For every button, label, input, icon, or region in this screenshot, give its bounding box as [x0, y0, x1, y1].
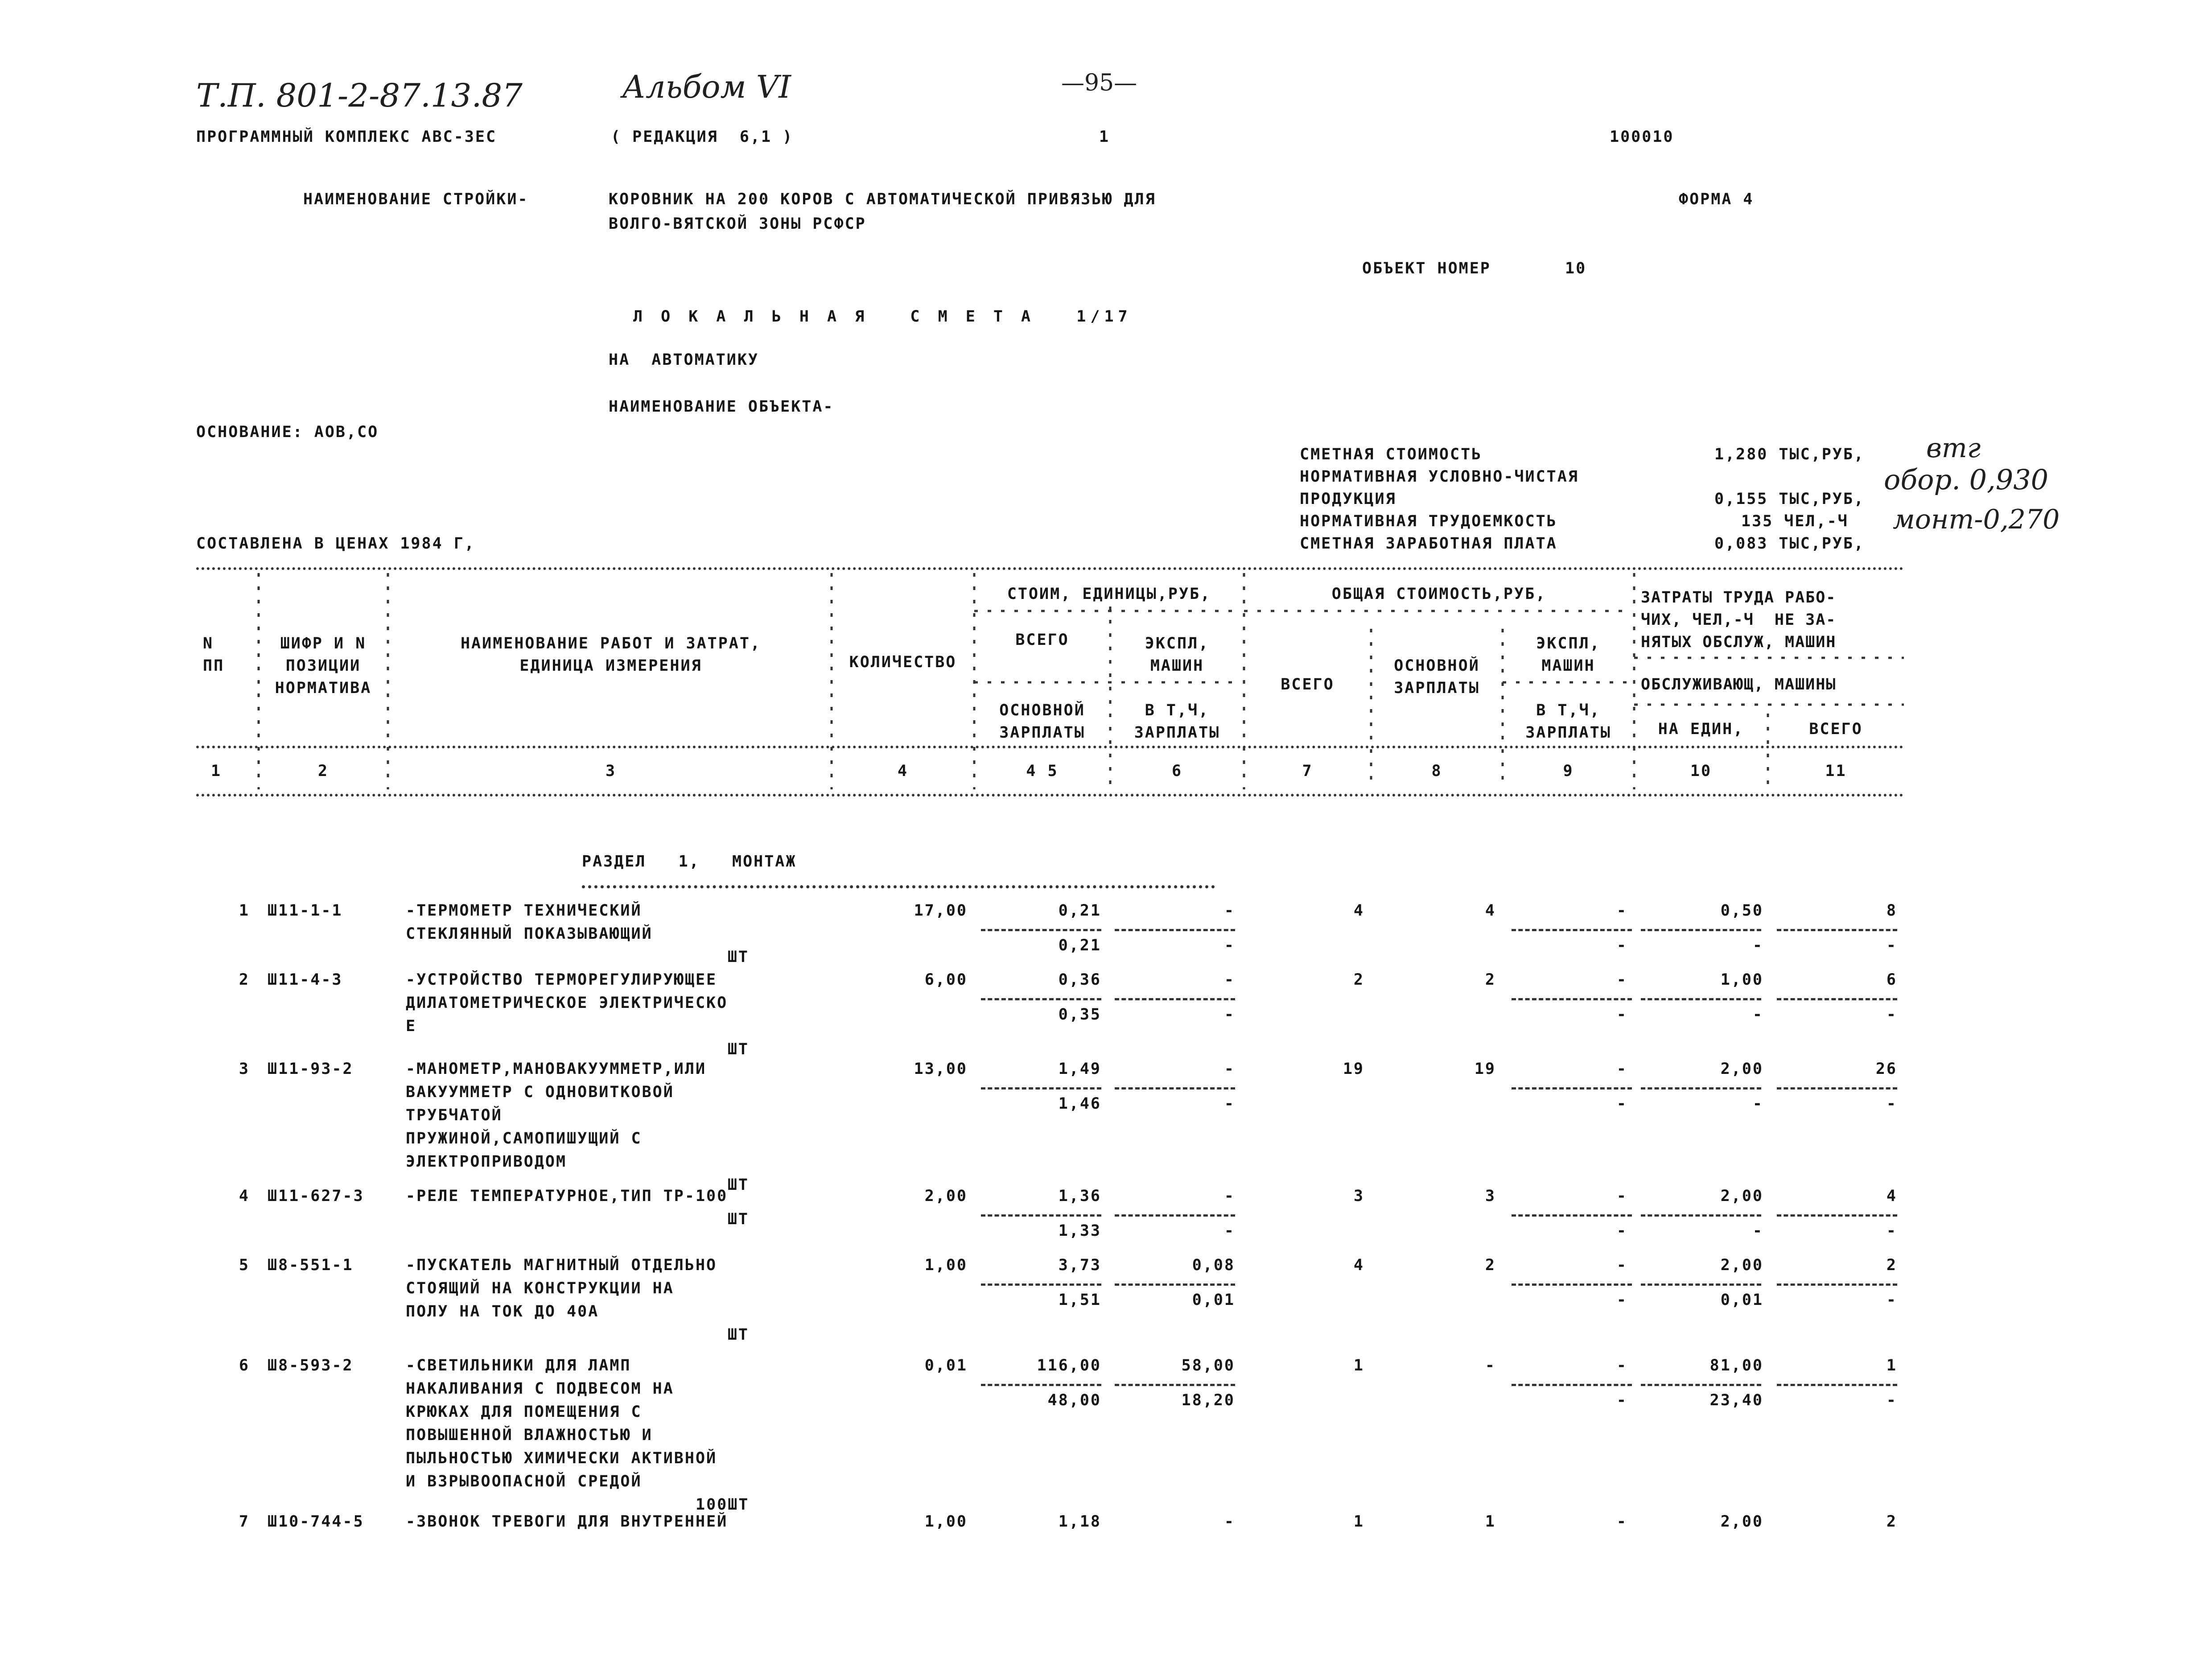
- program-name: ПРОГРАММНЫЙ КОМПЛЕКС АВС-3ЕС: [196, 128, 497, 146]
- sheet-page: 1: [1099, 128, 1110, 146]
- row-total-pay: -: [1616, 1222, 1627, 1240]
- subtotal-divider: [1641, 1087, 1761, 1089]
- row-name: ВАКУУММЕТР С ОДНОВИТКОВОЙ: [406, 1083, 674, 1101]
- row-labor-machine-unit: 23,40: [1709, 1391, 1763, 1409]
- row-code: Ш8-593-2: [268, 1357, 354, 1374]
- object-number: 10: [1565, 260, 1587, 277]
- row-code: Ш11-627-3: [268, 1187, 364, 1205]
- subtotal-divider: [981, 1283, 1101, 1286]
- doc-code-handwritten: Т.П. 801-2-87.13.87: [196, 77, 523, 114]
- row-labor-total: 4: [1886, 1187, 1897, 1205]
- col-number: 9: [1563, 762, 1574, 780]
- row-unit-total: 1,36: [1058, 1187, 1101, 1205]
- object-label: ОБЪЕКТ НОМЕР: [1362, 260, 1491, 277]
- row-total-expl: -: [1616, 1513, 1627, 1531]
- row-unit-expl: 58,00: [1181, 1357, 1235, 1374]
- row-number: 4: [239, 1187, 250, 1205]
- summary-value: 1,280 ТЫС,РУБ,: [1714, 446, 1865, 463]
- col-inclpay-header: В Т,Ч, ЗАРПЛАТЫ: [1525, 702, 1611, 742]
- row-total-pay: -: [1616, 1291, 1627, 1309]
- summary-label: НОРМАТИВНАЯ УСЛОВНО-ЧИСТАЯ: [1300, 468, 1579, 486]
- doc-code: 100010: [1610, 128, 1674, 146]
- row-unit-pay: 48,00: [1047, 1391, 1101, 1409]
- col-per-unit-header: НА ЕДИН,: [1658, 720, 1744, 738]
- row-unit-pay-incl: -: [1224, 1095, 1235, 1113]
- row-unit-total: 3,73: [1058, 1256, 1101, 1274]
- col-totalcost-header: ОБЩАЯ СТОИМОСТЬ,РУБ,: [1331, 585, 1547, 603]
- price-level: СОСТАВЛЕНА В ЦЕНАХ 1984 Г,: [196, 535, 475, 553]
- row-unit-pay: 0,21: [1058, 937, 1101, 954]
- row-code: Ш11-1-1: [268, 902, 343, 920]
- subtotal-divider: [1641, 1384, 1761, 1386]
- col-n-header: N ПП: [203, 635, 225, 675]
- row-total-main: 1: [1485, 1513, 1496, 1531]
- row-total-main: 3: [1485, 1187, 1496, 1205]
- col-number: 4: [897, 762, 909, 780]
- row-labor-total: 8: [1886, 902, 1897, 920]
- summary-value: 135 ЧЕЛ,-Ч: [1741, 512, 1849, 530]
- row-total-main: 4: [1485, 902, 1496, 920]
- row-unit-total: 0,21: [1058, 902, 1101, 920]
- row-unit-total: 116,00: [1037, 1357, 1101, 1374]
- row-labor-unit: 1,00: [1720, 971, 1763, 989]
- subtotal-divider: [1512, 929, 1632, 931]
- row-qty: 1,00: [924, 1513, 968, 1531]
- subtotal-divider: [1641, 1283, 1761, 1286]
- col-unitcost-header: СТОИМ, ЕДИНИЦЫ,РУБ,: [1007, 585, 1211, 603]
- object-name-label: НАИМЕНОВАНИЕ ОБЪЕКТА-: [609, 398, 834, 416]
- row-unit-pay-incl: -: [1224, 1006, 1235, 1023]
- col-mainpay-header: ОСНОВНОЙ ЗАРПЛАТЫ: [1394, 657, 1480, 697]
- row-unit: ШТ: [727, 1040, 749, 1058]
- summary-value: 0,155 ТЫС,РУБ,: [1714, 490, 1865, 508]
- subtotal-divider: [1115, 1214, 1235, 1217]
- row-total-pay: -: [1616, 1006, 1627, 1023]
- summary-label: ПРОДУКЦИЯ: [1300, 490, 1396, 508]
- row-labor-total: 1: [1886, 1357, 1897, 1374]
- row-labor-unit: 0,50: [1720, 902, 1763, 920]
- note-installation: монт-0,270: [1893, 504, 2060, 535]
- col-all-header: ВСЕГО: [1281, 676, 1335, 693]
- row-labor-unit: 2,00: [1720, 1187, 1763, 1205]
- col-number: 8: [1431, 762, 1442, 780]
- row-unit-total: 1,18: [1058, 1513, 1101, 1531]
- subtotal-divider: [1777, 1283, 1897, 1286]
- summary-value: 0,083 ТЫС,РУБ,: [1714, 535, 1865, 553]
- row-qty: 1,00: [924, 1256, 968, 1274]
- row-total-main: 2: [1485, 971, 1496, 989]
- row-code: Ш8-551-1: [268, 1256, 354, 1274]
- col-labor-machines-header: ОБСЛУЖИВАЮЩ, МАШИНЫ: [1641, 676, 1837, 693]
- col-number: 3: [605, 762, 617, 780]
- row-unit-pay-incl: -: [1224, 1222, 1235, 1240]
- row-name: НАКАЛИВАНИЯ С ПОДВЕСОМ НА: [406, 1380, 674, 1398]
- row-qty: 13,00: [914, 1060, 968, 1078]
- row-code: Ш11-4-3: [268, 971, 343, 989]
- row-labor-unit: 2,00: [1720, 1513, 1763, 1531]
- row-name: ПОЛУ НА ТОК ДО 40А: [406, 1303, 599, 1321]
- album-handwritten: Альбом VI: [622, 69, 791, 105]
- row-labor-unit: 2,00: [1720, 1060, 1763, 1078]
- subtotal-divider: [1115, 1087, 1235, 1089]
- col-unit-expl-header: ЭКСПЛ, МАШИН: [1145, 635, 1210, 675]
- note-vtg: втг: [1926, 433, 1981, 464]
- construction-name-2: ВОЛГО-ВЯТСКОЙ ЗОНЫ РСФСР: [609, 215, 866, 233]
- col-qty-header: КОЛИЧЕСТВО: [849, 653, 957, 671]
- col-number: 6: [1171, 762, 1183, 780]
- row-unit-pay: 1,51: [1058, 1291, 1101, 1309]
- row-number: 5: [239, 1256, 250, 1274]
- row-labor-machine-unit: -: [1752, 1095, 1763, 1113]
- row-code: Ш11-93-2: [268, 1060, 354, 1078]
- row-unit-pay-incl: -: [1224, 937, 1235, 954]
- row-name: -СВЕТИЛЬНИКИ ДЛЯ ЛАМП: [406, 1357, 631, 1374]
- row-number: 7: [239, 1513, 250, 1531]
- row-number: 1: [239, 902, 250, 920]
- row-labor-machine-total: -: [1886, 1222, 1897, 1240]
- subtotal-divider: [981, 1087, 1101, 1089]
- row-number: 3: [239, 1060, 250, 1078]
- row-labor-machine-total: -: [1886, 1391, 1897, 1409]
- row-name: -ТЕРМОМЕТР ТЕХНИЧЕСКИЙ: [406, 902, 642, 920]
- row-total-main: 19: [1474, 1060, 1496, 1078]
- row-labor-machine-unit: 0,01: [1720, 1291, 1763, 1309]
- row-unit-pay: 1,46: [1058, 1095, 1101, 1113]
- row-total-expl: -: [1616, 1060, 1627, 1078]
- subtotal-divider: [981, 1214, 1101, 1217]
- estimate-subtitle: НА АВТОМАТИКУ: [609, 351, 759, 369]
- row-total-pay: -: [1616, 1391, 1627, 1409]
- col-unit-inclpay-header: В Т,Ч, ЗАРПЛАТЫ: [1134, 702, 1220, 742]
- row-labor-total: 26: [1875, 1060, 1897, 1078]
- row-unit-pay: 1,33: [1058, 1222, 1101, 1240]
- row-unit: ШТ: [727, 1176, 749, 1194]
- row-labor-machine-unit: -: [1752, 937, 1763, 954]
- col-unit-basepay-header: ОСНОВНОЙ ЗАРПЛАТЫ: [999, 702, 1085, 742]
- estimate-title: Л О К А Л Ь Н А Я С М Е Т А 1/17: [633, 308, 1132, 326]
- col-code-header: ШИФР И N ПОЗИЦИИ НОРМАТИВА: [275, 635, 372, 697]
- note-equipment: обор. 0,930: [1884, 463, 2049, 496]
- summary-label: НОРМАТИВНАЯ ТРУДОЕМКОСТЬ: [1300, 512, 1557, 530]
- row-name: ДИЛАТОМЕТРИЧЕСКОЕ ЭЛЕКТРИЧЕСКО: [406, 994, 728, 1012]
- row-code: Ш10-744-5: [268, 1513, 364, 1531]
- summary-label: СМЕТНАЯ ЗАРАБОТНАЯ ПЛАТА: [1300, 535, 1557, 553]
- subtotal-divider: [1777, 929, 1897, 931]
- row-name: ТРУБЧАТОЙ: [406, 1106, 503, 1124]
- col-number: 4 5: [1026, 762, 1059, 780]
- subtotal-divider: [1512, 1087, 1632, 1089]
- section-title: РАЗДЕЛ 1, МОНТАЖ: [582, 853, 797, 871]
- row-total-all: 2: [1353, 971, 1364, 989]
- row-labor-unit: 2,00: [1720, 1256, 1763, 1274]
- row-total-all: 4: [1353, 1256, 1364, 1274]
- row-labor-total: 2: [1886, 1256, 1897, 1274]
- row-unit-pay-incl: 18,20: [1181, 1391, 1235, 1409]
- subtotal-divider: [1641, 929, 1761, 931]
- row-unit-expl: 0,08: [1192, 1256, 1235, 1274]
- row-total-all: 4: [1353, 902, 1364, 920]
- row-name: СТЕКЛЯННЫЙ ПОКАЗЫВАЮЩИЙ: [406, 925, 653, 943]
- subtotal-divider: [1115, 1283, 1235, 1286]
- subtotal-divider: [1641, 1214, 1761, 1217]
- row-unit-pay-incl: 0,01: [1192, 1291, 1235, 1309]
- row-name: ПЫЛЬНОСТЬЮ ХИМИЧЕСКИ АКТИВНОЙ: [406, 1449, 717, 1467]
- row-labor-total: 6: [1886, 971, 1897, 989]
- row-total-main: -: [1485, 1357, 1496, 1374]
- subtotal-divider: [1512, 1283, 1632, 1286]
- row-total-main: 2: [1485, 1256, 1496, 1274]
- row-total-all: 3: [1353, 1187, 1364, 1205]
- row-labor-machine-total: -: [1886, 1095, 1897, 1113]
- subtotal-divider: [981, 998, 1101, 1000]
- construction-label: НАИМЕНОВАНИЕ СТРОЙКИ-: [303, 190, 529, 208]
- col-number: 11: [1825, 762, 1847, 780]
- row-labor-machine-total: -: [1886, 937, 1897, 954]
- row-total-expl: -: [1616, 1256, 1627, 1274]
- row-total-pay: -: [1616, 1095, 1627, 1113]
- subtotal-divider: [1512, 998, 1632, 1000]
- row-qty: 2,00: [924, 1187, 968, 1205]
- col-number: 2: [317, 762, 329, 780]
- row-name: СТОЯЩИЙ НА КОНСТРУКЦИИ НА: [406, 1279, 674, 1297]
- form-number: ФОРМА 4: [1679, 190, 1754, 208]
- row-number: 6: [239, 1357, 250, 1374]
- row-unit-pay: 0,35: [1058, 1006, 1101, 1023]
- row-name: -РЕЛЕ ТЕМПЕРАТУРНОЕ,ТИП ТР-100: [406, 1187, 728, 1205]
- row-labor-machine-unit: -: [1752, 1222, 1763, 1240]
- subtotal-divider: [1641, 998, 1761, 1000]
- row-unit-expl: -: [1224, 1060, 1235, 1078]
- page-number-handwritten: —95—: [1061, 70, 1137, 96]
- row-name: И ВЗРЫВООПАСНОЙ СРЕДОЙ: [406, 1473, 642, 1490]
- row-total-expl: -: [1616, 1357, 1627, 1374]
- col-expl-header: ЭКСПЛ, МАШИН: [1536, 635, 1601, 675]
- col-name-header: НАИМЕНОВАНИЕ РАБОТ И ЗАТРАТ, ЕДИНИЦА ИЗМЕРЕНИЯ: [460, 635, 761, 675]
- col-number: 7: [1302, 762, 1313, 780]
- section-underline: [582, 885, 1215, 888]
- edition: ( РЕДАКЦИЯ 6,1 ): [611, 128, 794, 146]
- row-unit: ШТ: [727, 1210, 749, 1228]
- subtotal-divider: [1115, 1384, 1235, 1386]
- row-total-expl: -: [1616, 1187, 1627, 1205]
- row-name: ЭЛЕКТРОПРИВОДОМ: [406, 1153, 567, 1171]
- row-total-all: 1: [1353, 1513, 1364, 1531]
- row-unit: 100ШТ: [696, 1496, 750, 1514]
- row-name: ПРУЖИНОЙ,САМОПИШУЩИЙ С: [406, 1130, 642, 1147]
- row-total-pay: -: [1616, 937, 1627, 954]
- subtotal-divider: [1115, 998, 1235, 1000]
- summary-label: СМЕТНАЯ СТОИМОСТЬ: [1300, 446, 1483, 463]
- row-labor-machine-unit: -: [1752, 1006, 1763, 1023]
- row-unit: ШТ: [727, 1326, 749, 1344]
- col-total-labor-header: ВСЕГО: [1809, 720, 1863, 738]
- row-unit: ШТ: [727, 948, 749, 966]
- row-labor-total: 2: [1886, 1513, 1897, 1531]
- row-name: -ПУСКАТЕЛЬ МАГНИТНЫЙ ОТДЕЛЬНО: [406, 1256, 717, 1274]
- subtotal-divider: [1777, 1214, 1897, 1217]
- row-qty: 6,00: [924, 971, 968, 989]
- row-name: КРЮКАХ ДЛЯ ПОМЕЩЕНИЯ С: [406, 1403, 642, 1421]
- row-qty: 17,00: [914, 902, 968, 920]
- row-labor-machine-total: -: [1886, 1006, 1897, 1023]
- col-number: 1: [210, 762, 222, 780]
- subtotal-divider: [981, 1384, 1101, 1386]
- subtotal-divider: [1512, 1384, 1632, 1386]
- row-unit-total: 0,36: [1058, 971, 1101, 989]
- subtotal-divider: [1777, 1384, 1897, 1386]
- basis: ОСНОВАНИЕ: АОВ,СО: [196, 423, 379, 441]
- row-labor-machine-total: -: [1886, 1291, 1897, 1309]
- col-number: 10: [1690, 762, 1712, 780]
- row-unit-expl: -: [1224, 1187, 1235, 1205]
- row-qty: 0,01: [924, 1357, 968, 1374]
- subtotal-divider: [1777, 998, 1897, 1000]
- row-unit-expl: -: [1224, 1513, 1235, 1531]
- row-total-expl: -: [1616, 902, 1627, 920]
- col-unit-total-header: ВСЕГО: [1015, 631, 1069, 649]
- col-labor-header: ЗАТРАТЫ ТРУДА РАБО- ЧИХ, ЧЕЛ,-Ч НЕ ЗА- НЯТЫХ ОБСЛУЖ, МАШИН: [1641, 589, 1837, 651]
- row-name: ПОВЫШЕННОЙ ВЛАЖНОСТЬЮ И: [406, 1426, 653, 1444]
- row-unit-total: 1,49: [1058, 1060, 1101, 1078]
- row-name: -УСТРОЙСТВО ТЕРМОРЕГУЛИРУЮЩЕЕ: [406, 971, 717, 989]
- row-total-expl: -: [1616, 971, 1627, 989]
- subtotal-divider: [981, 929, 1101, 931]
- row-unit-expl: -: [1224, 902, 1235, 920]
- row-name: -ЗВОНОК ТРЕВОГИ ДЛЯ ВНУТРЕННЕЙ: [406, 1513, 728, 1531]
- subtotal-divider: [1115, 929, 1235, 931]
- row-name: Е: [406, 1017, 417, 1035]
- row-labor-unit: 81,00: [1709, 1357, 1763, 1374]
- construction-name-1: КОРОВНИК НА 200 КОРОВ С АВТОМАТИЧЕСКОЙ ПРИВЯЗЬЮ ДЛЯ: [609, 190, 1156, 208]
- row-total-all: 1: [1353, 1357, 1364, 1374]
- row-number: 2: [239, 971, 250, 989]
- subtotal-divider: [1777, 1087, 1897, 1089]
- row-total-all: 19: [1343, 1060, 1364, 1078]
- row-name: -МАНОМЕТР,МАНОВАКУУММЕТР,ИЛИ: [406, 1060, 707, 1078]
- row-unit-expl: -: [1224, 971, 1235, 989]
- subtotal-divider: [1512, 1214, 1632, 1217]
